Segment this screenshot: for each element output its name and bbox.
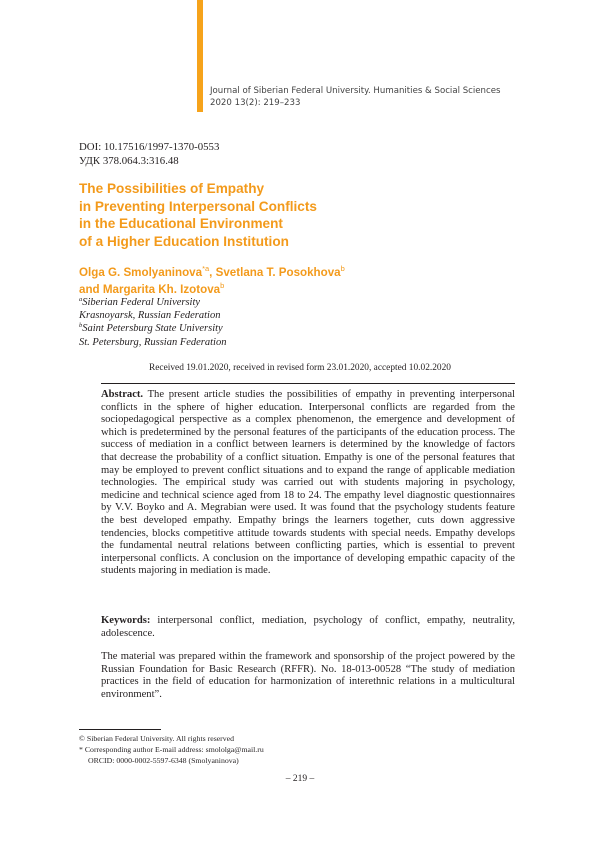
journal-issue: 2020 13(2): 219–233 [210,97,301,108]
affiliation-mark: b [79,322,83,330]
udk: УДК 378.064.3:316.48 [79,155,179,167]
affiliation-location: Krasnoyarsk, Russian Federation [79,310,221,322]
abstract [101,389,515,578]
abstract-label: Abstract. [101,389,144,400]
affiliation-mark: a [79,296,83,303]
keywords-text: interpersonal conflict, mediation, psychology of conflict, empathy, neutrality, adolescence. [101,615,515,639]
affiliations [79,296,226,349]
received-dates: Received 19.01.2020, received in revised form 23.01.2020, accepted 10.02.2020 [149,363,451,373]
title-line: in Preventing Interpersonal Conflicts [79,198,317,214]
keywords-label: Keywords: [101,615,151,626]
author-affiliation-mark: b [340,264,345,273]
title-line: in the Educational Environment [79,216,283,231]
author-separator: , [209,266,216,279]
title-line: The Possibilities of Empathy [79,181,265,196]
author-affiliation-mark: b [220,281,225,290]
author-affiliation-mark: *a [202,264,210,273]
orcid: ORCID: 0000-0002-5597-6348 (Smolyaninova) [88,755,239,765]
article-title [79,180,317,250]
copyright-notice: © Siberian Federal University. All rights reserved [79,734,235,743]
affiliation-name: Siberian Federal University [82,297,201,308]
author-name: Svetlana T. Posokhova [215,266,341,279]
footnotes [79,734,264,766]
affiliation-location: St. Petersburg, Russian Federation [79,336,227,348]
doi: DOI: 10.17516/1997-1370-0553 [79,141,220,153]
page-number: – 219 – [285,774,315,784]
journal-header [210,86,501,109]
author-name: Margarita Kh. Izotova [102,283,221,296]
affiliation-name: Saint Petersburg State University [82,323,223,335]
funding-note: The material was prepared within the framework and sponsorship of the project powered by the Russian Foundation for Basic Research (RFFR). No. 18-013-00528 “The study of mediation practices in the field of education for harmonization of interethnic relations in a multicultural environment”. [101,651,515,700]
corresponding-author: * Corresponding author E-mail address: smololga@mail.ru [79,744,264,754]
affiliation-org [79,296,226,309]
keywords [101,615,515,640]
author-conjunction: and [79,283,103,296]
header-accent-bar [197,0,203,112]
affiliation-org [79,322,226,335]
footnote-divider [79,729,161,730]
title-line: of a Higher Education Institution [79,233,289,249]
author-list [79,264,345,298]
journal-name: Journal of Siberian Federal University. Humanities & Social Sciences [210,86,501,96]
author-name: Olga G. Smolyaninova [79,266,203,279]
abstract-text: The present article studies the possibilities of empathy in preventing interpersonal conflicts in the sphere of higher education. Interpersonal conflicts are regarded from the sociopedagogical perspective as a complex phenomenon, the emergence and development of which is predetermined by the personal features of the participants of the education process. The success of mediation in a conflict between learners is determined by the knowledge of factors that decrease the probability of a conflict situation. Empathy is one of the personal features that may be employed to prevent conflict situations and to expand the range of applicable mediation technologies. The empirical study was carried out with students majoring in psychology, medicine and technical science aged from 18 to 24. The empathy level diagnostic questionnaires by V.V. Boyko and A. Megrabian were used. It was found that the psychology students feature the best developed empathy. Empathy brings the learners together, cuts down aggressive tendencies, blocks competitive attitude towards students with special needs. Empathy develops the fundamental neutral relations between conflicting parties, which is essential to prevent interpersonal conflicts. A conclusion on the importance of developing empathic capacity of the students majoring in mediation is made. [101,389,515,577]
article-identifiers [79,140,219,168]
abstract-divider [101,383,515,384]
author-line [79,264,345,281]
